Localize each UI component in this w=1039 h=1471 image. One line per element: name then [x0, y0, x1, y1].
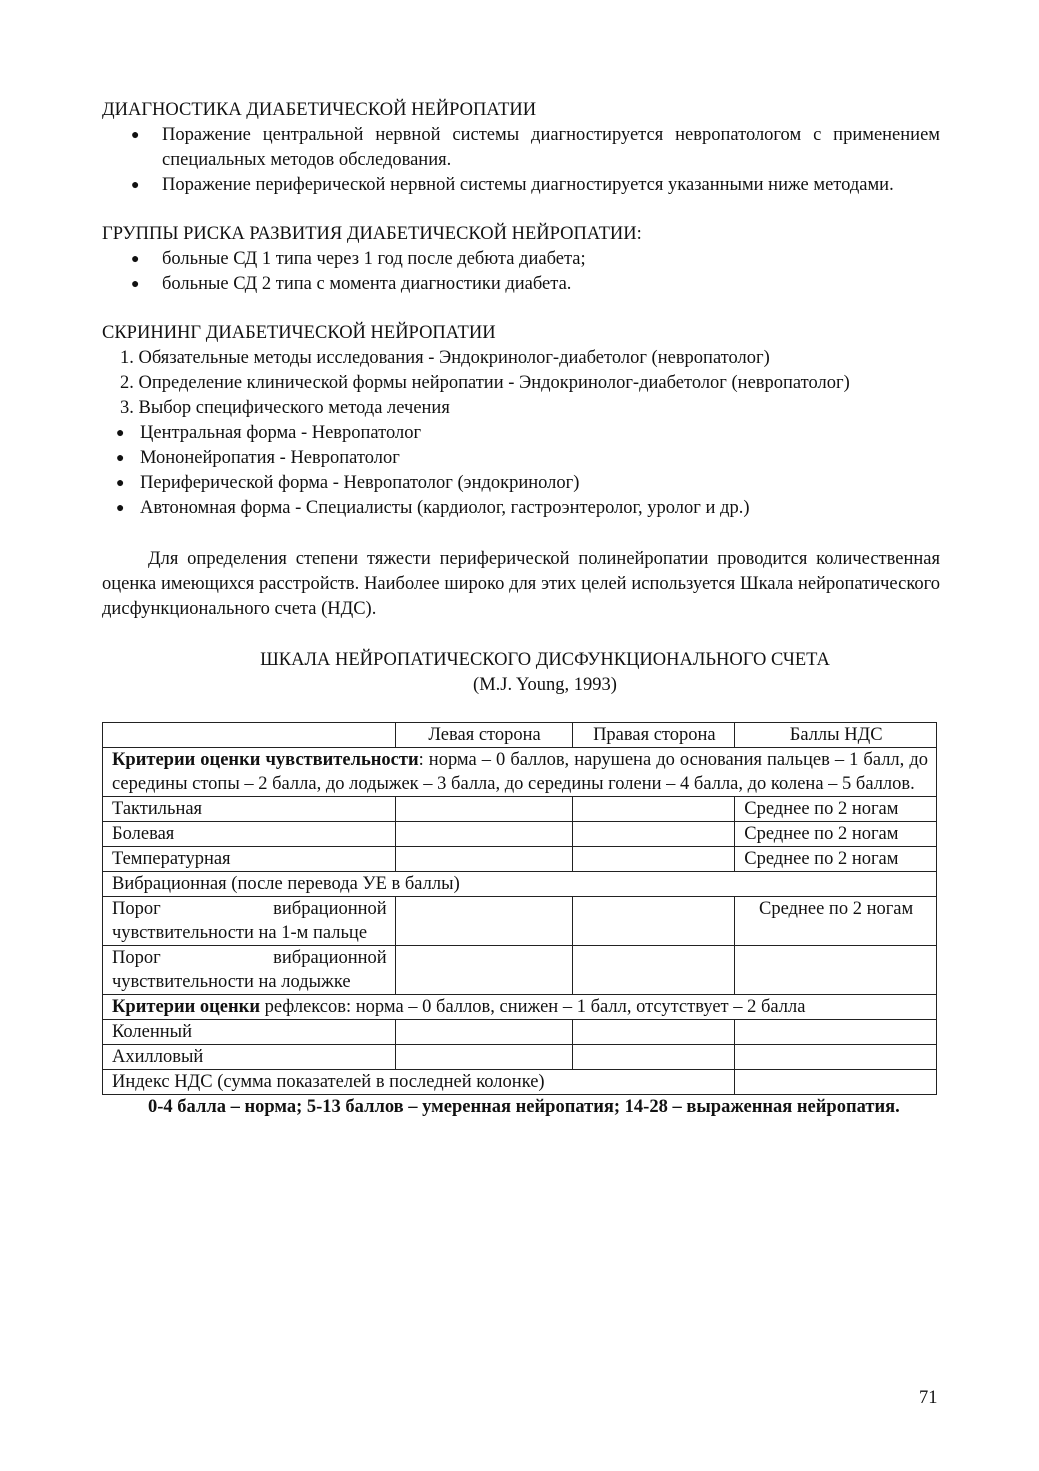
right-value-cell: [573, 1045, 735, 1070]
section-heading-risk-groups: ГРУППЫ РИСКА РАЗВИТИЯ ДИАБЕТИЧЕСКОЙ НЕЙРОПАТИИ:: [102, 224, 642, 244]
vibration-header-cell: Вибрационная (после перевода УЕ в баллы): [103, 872, 937, 897]
left-value-cell: [395, 1045, 573, 1070]
header-cell: [103, 723, 396, 748]
nds-table: [102, 722, 937, 1095]
left-value-cell: [395, 897, 573, 946]
section-heading-diagnostics: ДИАГНОСТИКА ДИАБЕТИЧЕСКОЙ НЕЙРОПАТИИ: [102, 100, 537, 120]
right-value-cell: [573, 946, 735, 995]
row-label: Болевая: [103, 822, 396, 847]
list-item: ● больные СД 2 типа с момента диагностики диабета.: [102, 272, 940, 297]
header-cell-score: Баллы НДС: [735, 723, 937, 748]
table-row: [103, 847, 937, 872]
left-value-cell: [395, 797, 573, 822]
row-label: Ахилловый: [103, 1045, 396, 1070]
score-cell: [735, 946, 937, 995]
section-heading-screening: СКРИНИНГ ДИАБЕТИЧЕСКОЙ НЕЙРОПАТИИ: [102, 323, 496, 343]
list-item: ● Периферической форма - Невропатолог (эндокринолог): [102, 471, 940, 496]
risk-groups-list: [102, 247, 940, 297]
screening-numbered-list: [102, 346, 940, 421]
diagnostics-list: [102, 123, 940, 198]
bullet-icon: ●: [116, 476, 125, 491]
numbered-item: 1. Обязательные методы исследования - Эндокринолог-диабетолог (невропатолог): [120, 348, 770, 368]
bullet-icon: ●: [116, 451, 125, 466]
table-row: [103, 946, 937, 995]
left-value-cell: [395, 847, 573, 872]
row-label: Порог вибрационной чувствительности на лодыжке: [103, 946, 396, 995]
score-cell: Среднее по 2 ногам: [735, 847, 937, 872]
header-cell-right: Правая сторона: [573, 723, 735, 748]
page-number: 71: [919, 1388, 938, 1408]
right-value-cell: [573, 897, 735, 946]
left-value-cell: [395, 822, 573, 847]
table-subtitle: (M.J. Young, 1993): [473, 675, 617, 695]
score-cell: Среднее по 2 ногам: [735, 897, 937, 946]
conclusion-text: 0-4 балла – норма; 5-13 баллов – умеренная нейропатия; 14-28 – выраженная нейропатия.: [148, 1097, 900, 1117]
bullet-icon: ●: [131, 128, 140, 143]
bullet-icon: ●: [131, 178, 140, 193]
screening-forms-list: [102, 421, 940, 521]
left-value-cell: [395, 1020, 573, 1045]
reflex-criteria-cell: Критерии оценки рефлексов: норма – 0 баллов, снижен – 1 балл, отсутствует – 2 балла: [103, 995, 937, 1020]
table-row: [103, 995, 937, 1020]
list-item: ● Поражение периферической нервной системы диагностируется указанными ниже методами.: [102, 173, 940, 198]
score-cell: [735, 1020, 937, 1045]
table-row: [103, 1045, 937, 1070]
table-row: [103, 748, 937, 797]
score-cell: Среднее по 2 ногам: [735, 822, 937, 847]
row-label: Порог вибрационной чувствительности на 1-м пальце: [103, 897, 396, 946]
table-row: [103, 1070, 937, 1095]
numbered-item: 3. Выбор специфического метода лечения: [120, 398, 450, 418]
row-label: Тактильная: [103, 797, 396, 822]
list-item: ● Мононейропатия - Невропатолог: [102, 446, 940, 471]
list-item: ● больные СД 1 типа через 1 год после дебюта диабета;: [102, 247, 940, 272]
table-row: [103, 872, 937, 897]
right-value-cell: [573, 797, 735, 822]
index-row-label: Индекс НДС (сумма показателей в последней колонке): [103, 1070, 735, 1095]
intro-paragraph: Для определения степени тяжести периферической полинейропатии проводится количественная оценка имеющихся расстройств. Наиболее широко для этих целей используется Шкала нейропатического дисфункционального счета (НДС).: [102, 549, 940, 619]
table-title: ШКАЛА НЕЙРОПАТИЧЕСКОГО ДИСФУНКЦИОНАЛЬНОГО СЧЕТА: [260, 650, 830, 670]
row-label: Коленный: [103, 1020, 396, 1045]
document-page: [102, 98, 940, 1120]
bullet-icon: ●: [116, 501, 125, 516]
numbered-item: 2. Определение клинической формы нейропатии - Эндокринолог-диабетолог (невропатолог): [120, 373, 850, 393]
right-value-cell: [573, 1020, 735, 1045]
list-item: ● Поражение центральной нервной системы диагностируется невропатологом с применением специальных методов обследования.: [131, 125, 940, 170]
header-cell-left: Левая сторона: [395, 723, 573, 748]
right-value-cell: [573, 847, 735, 872]
table-row: [103, 897, 937, 946]
table-row: [103, 1020, 937, 1045]
left-value-cell: [395, 946, 573, 995]
row-label: Температурная: [103, 847, 396, 872]
bullet-icon: ●: [131, 277, 140, 292]
bullet-icon: ●: [131, 252, 140, 267]
score-cell: Среднее по 2 ногам: [735, 797, 937, 822]
score-cell: [735, 1045, 937, 1070]
index-score-cell: [735, 1070, 937, 1095]
bullet-icon: ●: [116, 426, 125, 441]
list-item: ● Автономная форма - Специалисты (кардиолог, гастроэнтеролог, уролог и др.): [102, 496, 940, 521]
table-row: [103, 797, 937, 822]
sensitivity-criteria-cell: Критерии оценки чувствительности: норма – 0 баллов, нарушена до основания пальцев – 1 балл, до середины стопы – 2 балла, до лодыжек – 3 балла, до середины голени – 4 балла, до колена – 5 баллов.: [103, 748, 937, 797]
list-item: ● Центральная форма - Невропатолог: [102, 421, 940, 446]
table-header-row: [103, 723, 937, 748]
right-value-cell: [573, 822, 735, 847]
table-row: [103, 822, 937, 847]
